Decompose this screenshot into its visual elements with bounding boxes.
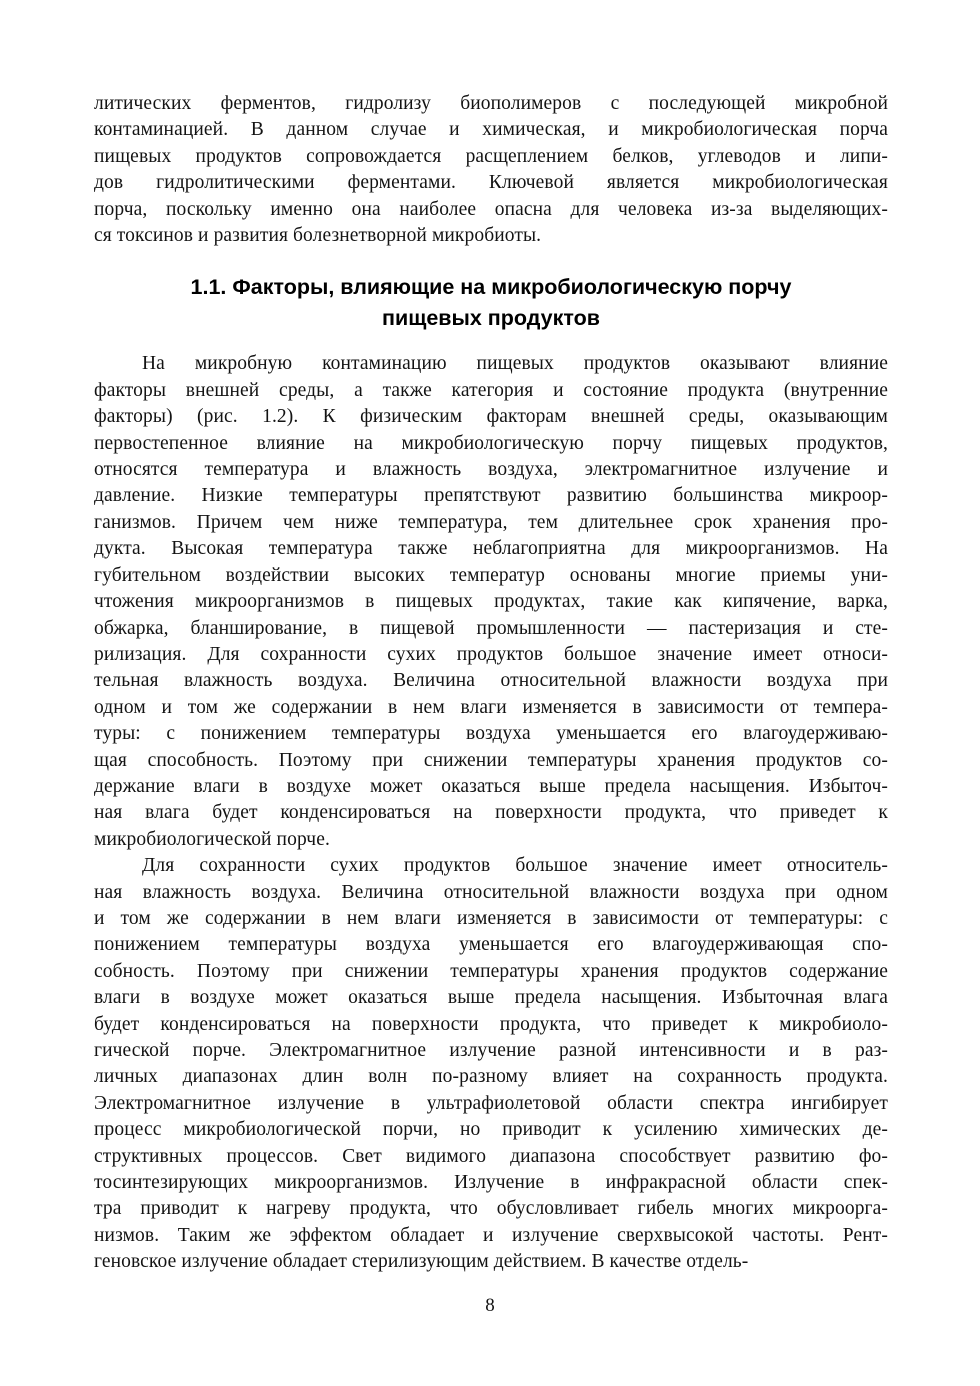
text-line: одном и том же содержании в нем влаги изменяется в зависимости от темпера- — [94, 696, 888, 718]
text-line: рилизация. Для сохранности сухих продуктов большое значение имеет относи- — [94, 643, 888, 665]
section-heading-line-1: 1.1. Факторы, влияющие на микробиологическую порчу — [190, 275, 792, 300]
text-line: понижением температуры воздуха уменьшается его влагоудерживающая спо- — [94, 934, 888, 956]
text-line: контаминацией. В данном случае и химическая, и микробиологическая порча — [94, 119, 888, 141]
paragraph-2 — [94, 853, 888, 1276]
text-line: пищевых продуктов сопровождается расщеплением белков, углеводов и липи- — [94, 145, 888, 167]
text-line: ганизмов. Причем чем ниже температура, тем длительнее срок хранения про- — [94, 511, 888, 533]
text-line: низмов. Таким же эффектом обладает и излучение сверхвысокой частоты. Рент- — [94, 1224, 888, 1246]
section-heading-line-2: пищевых продуктов — [381, 306, 600, 331]
text-line: дукта. Высокая температура также неблагоприятна для микроорганизмов. На — [94, 538, 888, 560]
text-line: губительном воздействии высоких температур основаны многие приемы уни- — [94, 564, 888, 586]
text-line: ная влага будет конденсироваться на поверхности продукта, что приведет к — [94, 802, 888, 824]
text-line: микробиологической порче. — [94, 828, 330, 850]
text-line: порча, поскольку именно она наиболее опасна для человека из-за выделяющих- — [94, 198, 888, 220]
text-block — [94, 91, 888, 1276]
text-line: влаги в воздухе может оказаться выше предела насыщения. Избыточная влага — [94, 987, 888, 1009]
text-line: факторы внешней среды, а также категория и состояние продукта (внутренние — [94, 379, 888, 401]
text-line: будет конденсироваться на поверхности продукта, что приведет к микробиоло- — [94, 1013, 888, 1035]
text-line: Электромагнитное излучение в ультрафиолетовой области спектра ингибирует — [94, 1092, 888, 1114]
text-line: держание влаги в воздухе может оказаться выше предела насыщения. Избыточ- — [94, 775, 888, 797]
text-line: На микробную контаминацию пищевых продуктов оказывают влияние — [142, 353, 888, 375]
section-heading — [94, 272, 888, 334]
text-line: собность. Поэтому при снижении температуры хранения продуктов содержание — [94, 960, 888, 982]
text-line: Для сохранности сухих продуктов большое значение имеет относитель- — [142, 855, 888, 877]
text-line: туры: с понижением температуры воздуха уменьшается его влагоудерживаю- — [94, 723, 888, 745]
text-line: тельная влажность воздуха. Величина относительной влажности воздуха при — [94, 670, 888, 692]
text-line: тра приводит к нагреву продукта, что обусловливает гибель многих микроорга- — [94, 1198, 888, 1220]
text-line: дов гидролитическими ферментами. Ключевой является микробиологическая — [94, 172, 888, 194]
text-line: ся токсинов и развития болезнетворной микробиоты. — [94, 225, 542, 247]
text-line: и том же содержании в нем влаги изменяется в зависимости от температуры: с — [94, 907, 888, 929]
text-line: структивных процессов. Свет видимого диапазона способствует развитию фо- — [94, 1145, 888, 1167]
text-line: личных диапазонах длин волн по-разному влияет на сохранность продукта. — [94, 1066, 888, 1088]
text-line: ная влажность воздуха. Величина относительной влажности воздуха при одном — [94, 881, 888, 903]
text-line: геновское излучение обладает стерилизующим действием. В качестве отдель- — [94, 1251, 749, 1273]
text-line: обжарка, бланширование, в пищевой промышленности — пастеризация и сте- — [94, 617, 888, 639]
text-line: факторы) (рис. 1.2). К физическим факторам внешней среды, оказывающим — [94, 406, 888, 428]
text-line: гической порче. Электромагнитное излучение разной интенсивности и в раз- — [94, 1040, 888, 1061]
text-line: давление. Низкие температуры препятствуют развитию большинства микроор- — [94, 485, 888, 507]
text-line: литических ферментов, гидролизу биополимеров с последующей микробной — [94, 93, 888, 114]
text-line: первостепенное влияние на микробиологическую порчу пищевых продуктов, — [94, 432, 888, 454]
page-number: 8 — [485, 1295, 495, 1316]
text-line: щая способность. Поэтому при снижении температуры хранения продуктов со- — [94, 749, 888, 771]
text-line: процесс микробиологической порчи, но приводит к усилению химических де- — [94, 1119, 888, 1141]
text-line: относятся температура и влажность воздуха, электромагнитное излучение и — [94, 459, 888, 481]
paragraph-continuation — [94, 91, 888, 249]
text-line: чтожения микроорганизмов в пищевых продуктах, такие как кипячение, варка, — [94, 591, 888, 613]
text-line: тосинтезирующих микроорганизмов. Излучение в инфракрасной области спек- — [94, 1172, 888, 1194]
paragraph-1 — [94, 351, 888, 853]
